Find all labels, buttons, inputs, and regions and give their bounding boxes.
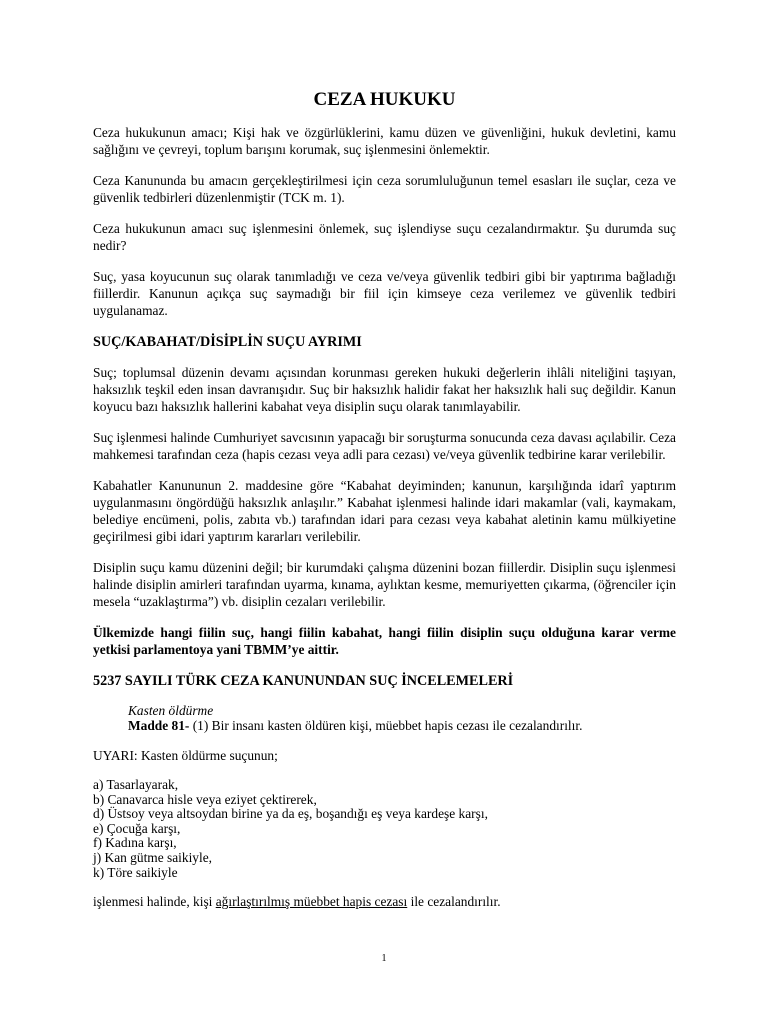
list-item: f) Kadına karşı, <box>93 835 177 851</box>
closing-text-end: ile cezalandırılır. <box>407 894 501 910</box>
section-heading: SUÇ/KABAHAT/DİSİPLİN SUÇU AYRIMI <box>93 334 362 350</box>
closing-text: işlenmesi halinde, kişi <box>93 894 216 910</box>
paragraph: Ceza hukukunun amacı; Kişi hak ve özgürlüklerini, kamu düzen ve güvenliğini, hukuk devletini, kamu sağlığını ve çevreyi, toplum barışını korumak, suç işlenmesini önlemektir. <box>93 125 676 157</box>
warning-line: UYARI: Kasten öldürme suçunun; <box>93 748 278 763</box>
page-number: 1 <box>381 953 387 964</box>
article-line <box>128 718 676 733</box>
document-title: CEZA HUKUKU <box>313 89 456 110</box>
paragraph: Disiplin suçu kamu düzenini değil; bir kurumdaki çalışma düzenini bozan fiillerdir. Disiplin suçu işlenmesi halinde disiplin amirleri tarafından uyarma, kınama, aylıktan kesme, memuriyetten çıkarma, (öğrenciler için mesela “uzaklaştırma”) vb. disiplin cezaları verilebilir. <box>93 560 676 609</box>
paragraph: Suç işlenmesi halinde Cumhuriyet savcısının yapacağı bir soruşturma sonucunda ceza davası açılabilir. Ceza mahkemesi tarafından ceza (hapis cezası veya adli para cezası) ve/veya güvenlik tedbirine karar verilebilir. <box>93 430 676 462</box>
paragraph: Suç, yasa koyucunun suç olarak tanımladığı ve ceza ve/veya güvenlik tedbiri gibi bir yaptırıma bağladığı fiillerdir. Kanunun açıkça suç saymadığı bir fiil için kimseye ceza verilemez ve güvenlik tedbiri uygulanamaz. <box>93 269 676 318</box>
list-item: a) Tasarlayarak, <box>93 777 179 792</box>
underlined-penalty: ağırlaştırılmış müebbet hapis cezası <box>215 894 408 910</box>
aggravation-list <box>93 778 676 880</box>
article-name: Kasten öldürme <box>128 703 214 718</box>
paragraph: Suç; toplumsal düzenin devamı açısından korunması gereken hukuki değerlerin ihlâli niteliğini taşıyan, haksızlık teşkil eden insan davranışıdır. Suç bir haksızlık halidir fakat her haksızlık hali suç değildir. Kanun koyucu bazı haksızlık hallerini kabahat veya disiplin suçu olarak tanımlayabilir. <box>93 365 676 414</box>
article-text: (1) Bir insanı kasten öldüren kişi, müebbet hapis cezası ile cezalandırılır. <box>189 718 583 733</box>
section-heading: 5237 SAYILI TÜRK CEZA KANUNUNDAN SUÇ İNCELEMELERİ <box>93 673 514 689</box>
paragraph: Ceza hukukunun amacı suç işlenmesini önlemek, suç işlendiyse suçu cezalandırmaktır. Şu durumda suç nedir? <box>93 221 676 253</box>
article-label: Madde 81- <box>128 718 190 733</box>
closing-line <box>93 893 676 910</box>
list-item: j) Kan gütme saikiyle, <box>93 849 212 865</box>
list-item: e) Çocuğa karşı, <box>93 820 181 836</box>
paragraph: Kabahatler Kanununun 2. maddesine göre “Kabahat deyiminden; kanunun, karşılığında idarî yaptırım uygulanmasını öngördüğü haksızlık anlaşılır.” Kabahat işlenmesi halinde idari makamlar (vali, kaymakam, belediye encümeni, polis, zabıta vb.) tarafından idari para cezası veya kabahat aletinin kamu mülkiyetine geçirilmesi gibi idari yaptırım kararları verilebilir. <box>93 478 676 544</box>
list-item: d) Üstsoy veya altsoydan birine ya da eş, boşandığı eş veya kardeşe karşı, <box>93 806 488 822</box>
paragraph: Ceza Kanununda bu amacın gerçekleştirilmesi için ceza sorumluluğunun temel esasları ile suçlar, ceza ve güvenlik tedbirleri düzenlenmiştir (TCK m. 1). <box>93 173 676 205</box>
list-item: k) Töre saikiyle <box>93 864 178 880</box>
article-block <box>93 703 676 733</box>
list-item: b) Canavarca hisle veya eziyet çektirerek, <box>93 791 317 807</box>
bold-paragraph: Ülkemizde hangi fiilin suç, hangi fiilin kabahat, hangi fiilin disiplin suçu olduğuna karar verme yetkisi parlamentoya yani TBMM’ye aittir. <box>93 625 676 657</box>
